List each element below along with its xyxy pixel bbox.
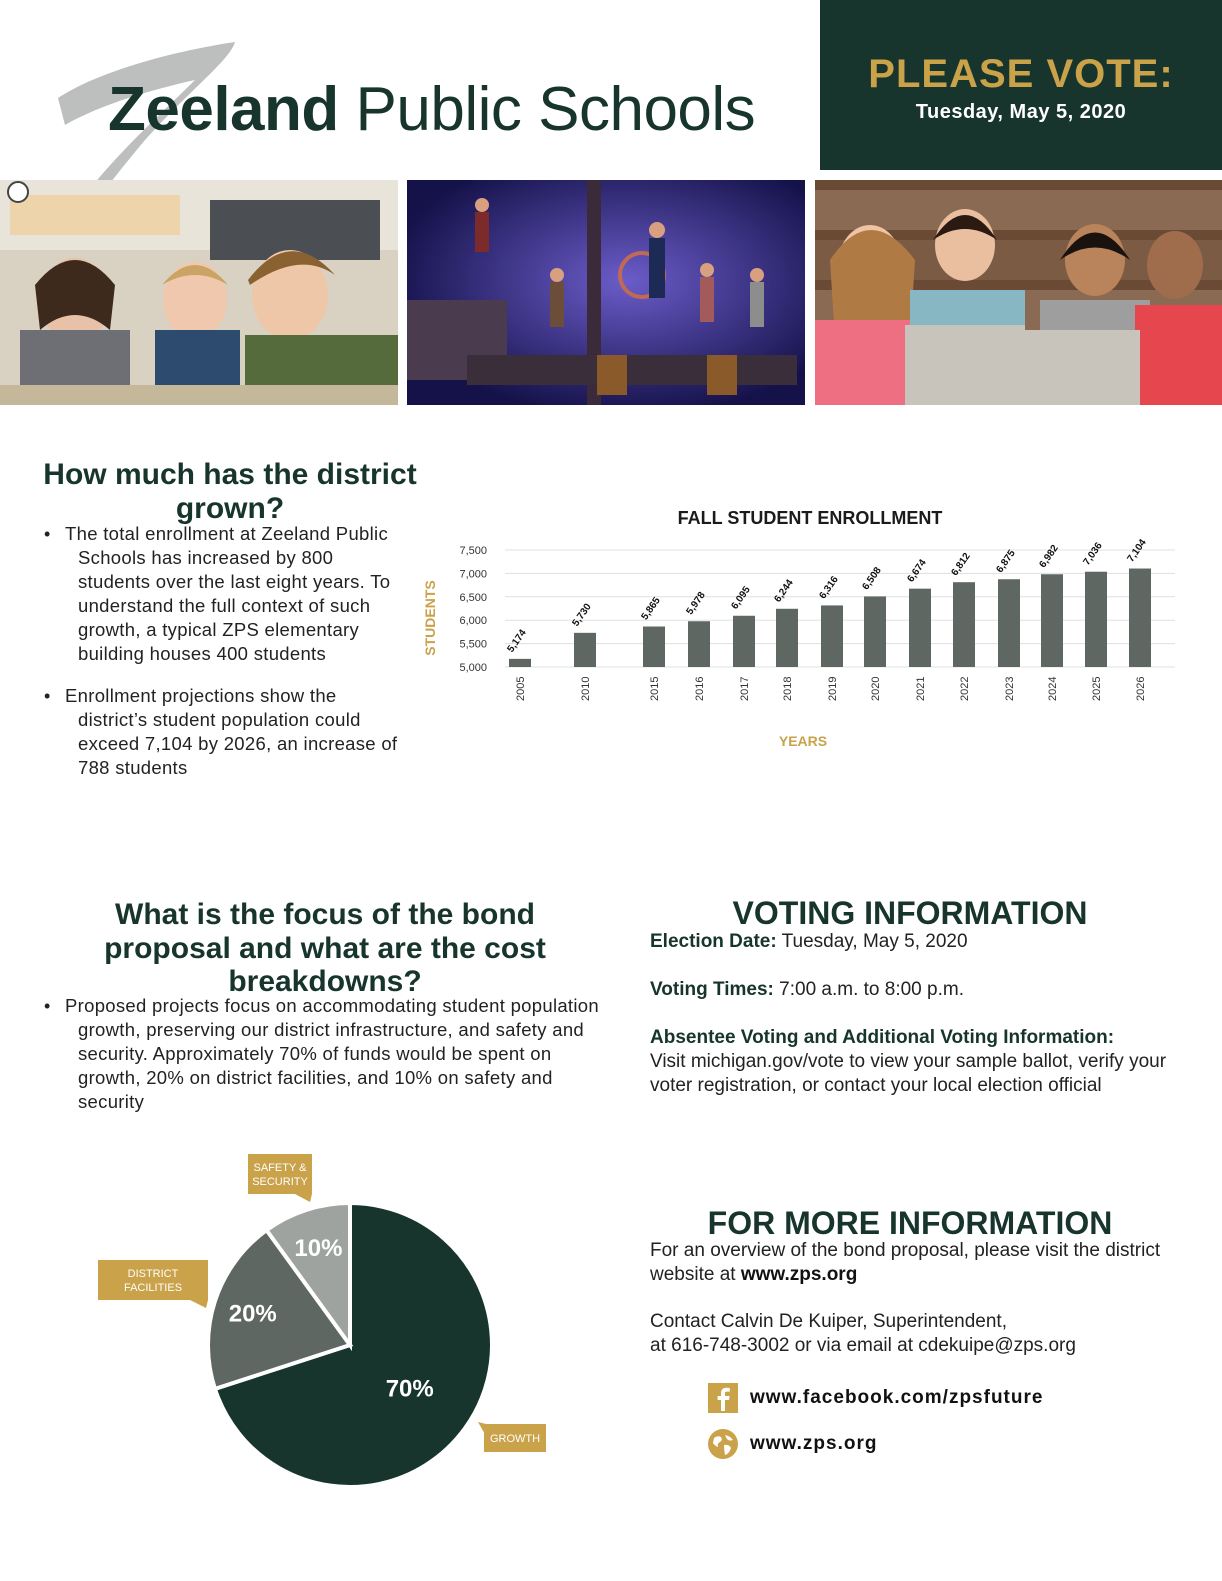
chart-data-label: 6,982 (1037, 543, 1061, 570)
chart-data-label: 6,244 (772, 577, 796, 605)
contact-line-1: Contact Calvin De Kuiper, Superintendent, (650, 1311, 1007, 1332)
vote-banner (820, 0, 1222, 170)
chart-y-tick-label: 6,000 (459, 615, 487, 628)
chart-x-tick-label: 2024 (1047, 676, 1059, 701)
chart-x-tick-label: 2005 (515, 676, 527, 701)
bond-heading: What is the focus of the bond proposal and what are the cost breakdowns? (104, 898, 546, 999)
absentee-block (650, 1026, 1190, 1098)
chart-x-axis-label: YEARS (778, 733, 828, 749)
facebook-link-row[interactable] (708, 1382, 1188, 1414)
growth-bullet-list (40, 522, 410, 798)
chart-x-tick-label: 2026 (1135, 676, 1147, 701)
chart-data-label: 6,674 (905, 557, 929, 585)
chart-x-tick-label: 2019 (827, 676, 839, 701)
facilities-tag-line-2: FACILITIES (123, 1282, 183, 1294)
facilities-tag-line-1: DISTRICT (127, 1268, 179, 1280)
chart-x-tick-label: 2017 (739, 676, 751, 701)
chart-bar (509, 659, 531, 667)
bond-bullet-list (40, 994, 600, 1132)
pie-slice-label: 20% (228, 1300, 277, 1328)
overview-sentence: For an overview of the bond proposal, please visit the district website at (650, 1240, 1161, 1285)
chart-bar (821, 605, 843, 667)
chart-bar (776, 609, 798, 667)
growth-tag-text: GROWTH (489, 1433, 541, 1445)
growth-bullet: • The total enrollment at Zeeland Public Schools has increased by 800 students over the last eight years. To understand the full context of such growth, a typical ZPS elementary building houses 400 students (40, 522, 410, 666)
chart-data-label: 6,316 (817, 574, 841, 602)
classroom-photo (0, 180, 398, 405)
absentee-label: Absentee Voting and Additional Voting Information: (650, 1027, 1115, 1048)
chart-y-tick-label: 6,500 (459, 591, 487, 604)
safety-tag-line-2: SECURITY (252, 1176, 308, 1188)
chart-x-tick-label: 2023 (1004, 676, 1016, 701)
chart-data-label: 5,730 (570, 601, 594, 629)
chart-data-label: 5,978 (684, 590, 708, 617)
chart-y-tick-label: 7,000 (459, 568, 487, 581)
chart-data-label: 6,875 (994, 548, 1018, 575)
voting-times-row (650, 978, 1190, 1002)
chart-bar (998, 579, 1020, 667)
chart-bar (1041, 574, 1063, 667)
pie-slice-label: 70% (385, 1375, 434, 1403)
chart-x-tick-label: 2025 (1091, 676, 1103, 701)
chart-bar (953, 582, 975, 667)
chart-x-tick-label: 2020 (870, 676, 882, 701)
district-facilities-tag (98, 1260, 208, 1308)
chart-bar (1085, 572, 1107, 667)
bond-cost-pie-chart (90, 1150, 560, 1500)
growth-tag (478, 1422, 546, 1452)
facebook-link[interactable]: www.facebook.com/zpsfuture (750, 1387, 1044, 1408)
election-date-value: Tuesday, May 5, 2020 (776, 931, 968, 952)
brand-name-rest: Public Schools (338, 75, 756, 144)
library-photo (815, 180, 1222, 405)
chart-bar (733, 616, 755, 667)
vote-banner-date: Tuesday, May 5, 2020 (915, 101, 1127, 123)
chart-x-tick-label: 2018 (782, 676, 794, 701)
brand-name-bold: Zeeland (108, 75, 339, 144)
growth-bullet: • Enrollment projections show the district’s student population could exceed 7,104 by 2026, an increase of 788 students (40, 684, 410, 780)
growth-heading: How much has the district grown? (43, 458, 417, 525)
chart-bar (574, 633, 596, 667)
facebook-icon (708, 1383, 738, 1413)
bond-bullet: • Proposed projects focus on accommodating student population growth, preserving our district infrastructure, and safety and security. Approximately 70% of funds would be spent on growth, 20% on district facilities, and 10% on safety and security (40, 994, 600, 1114)
chart-data-label: 5,865 (639, 595, 663, 623)
chart-x-tick-label: 2010 (580, 676, 592, 701)
chart-y-tick-label: 5,000 (459, 662, 487, 674)
chart-x-tick-label: 2022 (959, 676, 971, 701)
chart-bar (643, 627, 665, 667)
chart-data-label: 6,508 (860, 565, 884, 593)
chart-data-label: 6,812 (949, 551, 973, 578)
chart-x-tick-label: 2015 (649, 676, 661, 701)
overview-text (650, 1239, 1190, 1287)
voting-heading: VOTING INFORMATION (732, 895, 1088, 931)
chart-bar (864, 596, 886, 667)
chart-title: FALL STUDENT ENROLLMENT (677, 508, 943, 528)
globe-icon (708, 1429, 738, 1459)
chart-bar (1129, 569, 1151, 667)
website-link[interactable]: www.zps.org (750, 1433, 878, 1454)
voting-times-value: 7:00 a.m. to 8:00 p.m. (773, 979, 964, 1000)
chart-data-label: 7,104 (1125, 537, 1149, 565)
chart-y-tick-label: 7,500 (459, 545, 487, 557)
safety-tag-line-1: SAFETY & (253, 1162, 307, 1174)
more-info-heading: FOR MORE INFORMATION (707, 1205, 1113, 1241)
chart-data-label: 6,095 (729, 584, 753, 612)
absentee-text: Visit michigan.gov/vote to view your sample ballot, verify your voter registration, or contact your local election official (650, 1051, 1167, 1096)
safety-security-tag (248, 1154, 312, 1202)
pie-slice-label: 10% (294, 1234, 343, 1262)
chart-y-axis-label: STUDENTS (422, 580, 438, 656)
chart-y-tick-label: 5,500 (459, 638, 487, 651)
chart-data-label: 5,174 (505, 627, 529, 655)
contact-block (650, 1310, 1190, 1358)
brand-name (108, 74, 755, 145)
chart-bar (688, 621, 710, 667)
election-date-row (650, 930, 1190, 954)
website-link-row[interactable] (708, 1428, 1188, 1460)
vote-banner-title: PLEASE VOTE: (868, 52, 1174, 96)
election-date-label: Election Date: (650, 931, 777, 952)
chart-x-tick-label: 2016 (694, 676, 706, 701)
chart-data-label: 7,036 (1081, 540, 1105, 568)
district-website-link[interactable]: www.zps.org (740, 1264, 858, 1285)
enrollment-bar-chart (415, 500, 1195, 760)
contact-line-2: at 616-748-3002 or via email at cdekuipe@zps.org (650, 1335, 1076, 1356)
theater-photo (407, 180, 805, 405)
voting-times-label: Voting Times: (650, 979, 774, 1000)
chart-x-tick-label: 2021 (915, 676, 927, 701)
chart-bar (909, 589, 931, 667)
